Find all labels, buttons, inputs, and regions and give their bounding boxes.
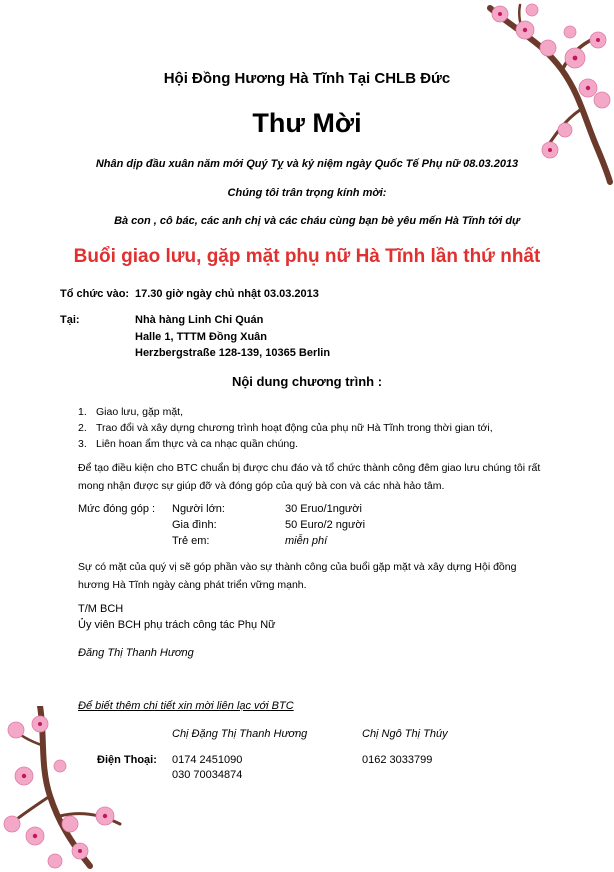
- list-number: 3.: [78, 438, 87, 450]
- closing-paragraph: Sự có mặt của quý vị sẽ góp phần vào sự thành công của buổi gặp mặt và xây dựng Hội đồng hương Hà Tĩnh ngày càng phát triển vững mạnh.: [78, 561, 517, 591]
- contribution-amount: miễn phí: [285, 535, 328, 547]
- cherry-blossom-branch-bottom-left: [0, 706, 130, 872]
- signature-name: Đăng Thị Thanh Hương: [78, 647, 194, 659]
- support-paragraph: Để tạo điều kiện cho BTC chuẩn bị được chu đáo và tổ chức thành công đêm giao lưu chúng tôi rất mong nhận được sự giúp đỡ và đóng góp của quý bà con và các nhà hảo tâm.: [78, 462, 541, 492]
- page-title: Thư Mời: [252, 108, 362, 138]
- place-label: Tại:: [60, 314, 80, 326]
- time-label: Tổ chức vào:: [60, 288, 130, 300]
- contribution-label: Mức đóng góp :: [78, 503, 156, 515]
- contribution-who: Trẻ em:: [172, 535, 210, 547]
- list-text: Liên hoan ẩm thực và ca nhạc quần chúng.: [96, 438, 299, 450]
- contact-person-1: Chị Đặng Thị Thanh Hương: [172, 728, 308, 740]
- list-item: [78, 436, 493, 452]
- intro-invitation: Chúng tôi trân trọng kính mời:: [227, 187, 387, 199]
- list-text: Trao đổi và xây dựng chương trình hoạt động của phụ nữ Hà Tĩnh trong thời gian tới,: [96, 422, 493, 434]
- event-title: Buổi giao lưu, gặp mặt phụ nữ Hà Tĩnh lần thứ nhất: [73, 246, 541, 267]
- phone-number: 0162 3033799: [362, 754, 433, 766]
- contribution-amount: 30 Eruo/1người: [285, 503, 362, 515]
- signature-org: T/M BCH: [78, 603, 124, 615]
- list-text: Giao lưu, gặp mặt,: [96, 406, 183, 418]
- contact-heading: Để biết thêm chi tiết xin mời liên lạc với BTC: [78, 700, 294, 712]
- contribution-who: Gia đình:: [172, 519, 217, 531]
- contribution-who: Người lớn:: [172, 503, 225, 515]
- list-item: [78, 404, 493, 420]
- phone-label: Điện Thoại:: [97, 754, 157, 766]
- intro-guests: Bà con , cô bác, các anh chị và các cháu cùng bạn bè yêu mến Hà Tĩnh tới dự: [114, 215, 520, 227]
- intro-occasion: Nhân dịp đầu xuân năm mới Quý Tỵ và kỷ niệm ngày Quốc Tế Phụ nữ 08.03.2013: [95, 158, 519, 170]
- list-number: 1.: [78, 406, 87, 418]
- time-value: 17.30 giờ ngày chủ nhật 03.03.2013: [135, 288, 319, 300]
- phone-number: 0174 2451090: [172, 754, 243, 766]
- signature-title: Ủy viên BCH phụ trách công tác Phụ Nữ: [78, 619, 276, 631]
- program-list: [78, 404, 493, 452]
- place-line: Herzbergstraße 128-139, 10365 Berlin: [135, 347, 331, 359]
- list-number: 2.: [78, 422, 87, 434]
- contact-person-2: Chị Ngô Thị Thúy: [362, 728, 448, 740]
- program-heading: Nội dung chương trình :: [231, 374, 383, 389]
- organization-name: Hội Đồng Hương Hà Tĩnh Tại CHLB Đức: [163, 70, 451, 87]
- place-line: Nhà hàng Linh Chi Quán: [135, 314, 264, 326]
- list-item: [78, 420, 493, 436]
- phone-number: 030 70034874: [172, 769, 243, 781]
- contribution-amount: 50 Euro/2 người: [285, 519, 366, 531]
- place-line: Halle 1, TTTM Đồng Xuân: [135, 331, 268, 343]
